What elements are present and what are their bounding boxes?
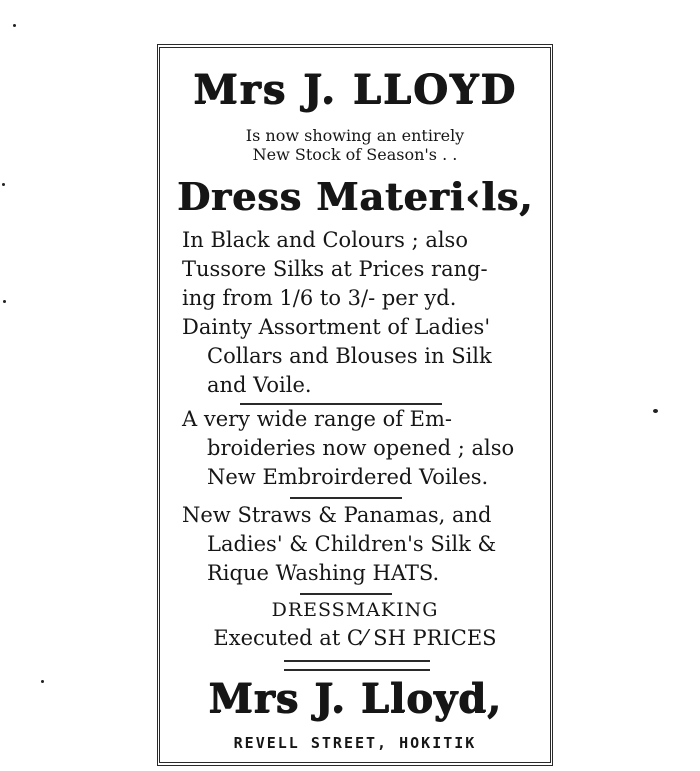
newspaper-advertisement	[157, 44, 553, 766]
scan-speck	[2, 183, 5, 186]
paragraph2-line-1: A very wide range of Em-	[182, 407, 453, 431]
paragraph3-line-1: New Straws & Panamas, and	[182, 503, 492, 527]
paragraph1-line-4: Dainty Assortment of Ladies'	[182, 315, 491, 339]
paragraph1-line-5: Collars and Blouses in Silk	[207, 344, 492, 368]
intro-line-2: New Stock of Season's . .	[252, 145, 458, 164]
advert-title: Mrs J. LLOYD	[193, 66, 517, 113]
ornamental-double-rule	[284, 660, 430, 671]
paragraph1-line-3: ing from 1/6 to 3/- per yd.	[182, 286, 457, 310]
paragraph1-line-1: In Black and Colours ; also	[182, 228, 468, 252]
scan-speck	[3, 300, 6, 303]
paragraph1-line-2: Tussore Silks at Prices rang-	[182, 257, 488, 281]
shop-address: REVELL STREET, HOKITIK	[233, 734, 477, 752]
scan-speck	[41, 680, 44, 683]
cash-prices-line: Executed at C⁄ SH PRICES	[213, 626, 497, 650]
paragraph3-line-2: Ladies' & Children's Silk &	[207, 532, 497, 556]
intro-line-1: Is now showing an entirely	[245, 126, 465, 145]
footer-name: Mrs J. Lloyd,	[208, 675, 502, 722]
paragraph2-line-3: New Embroirdered Voiles.	[207, 465, 489, 489]
paragraph3-line-3: Rique Washing HATS.	[207, 561, 440, 585]
advert-subhead: Dress Materi‹ls,	[176, 174, 534, 219]
scan-speck	[653, 409, 658, 413]
paragraph1-line-6: and Voile.	[207, 373, 312, 397]
section-divider	[300, 593, 392, 595]
section-divider	[290, 497, 402, 499]
dressmaking-heading: DRESSMAKING	[271, 599, 439, 621]
scan-speck	[13, 24, 16, 27]
paragraph2-line-2: broideries now opened ; also	[207, 436, 515, 460]
